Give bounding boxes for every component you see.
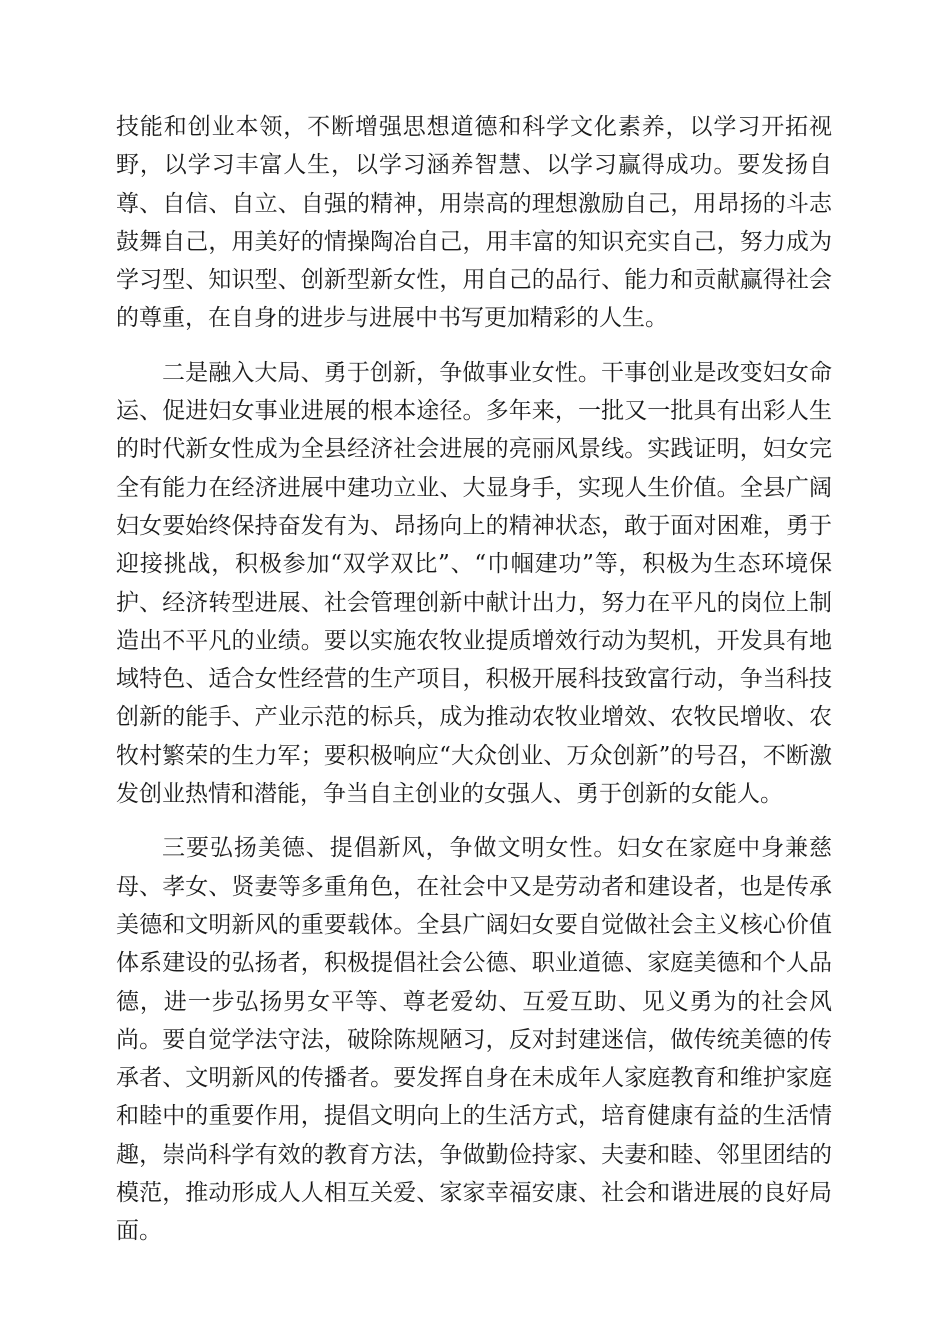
paragraph-civilized-women: 三要弘扬美德、提倡新风，争做文明女性。妇女在家庭中身兼慈母、孝女、贤妻等多重角色，在社会中又是劳动者和建设者，也是传承美德和文明新风的重要载体。全县广阔妇女要自觉做社会主义核心价值体系建设的弘扬者，积极提倡社会公德、职业道德、家庭美德和个人品德，进一步弘扬男女平等、尊老爱幼、互爱互助、见义勇为的社会风尚。要自觉学法守法，破除陈规陋习，反对封建迷信，做传统美德的传承者、文明新风的传播者。要发挥自身在未成年人家庭教育和维护家庭和睦中的重要作用，提倡文明向上的生活方式，培育健康有益的生活情趣，崇尚科学有效的教育方法，争做勤俭持家、夫妻和睦、邻里团结的模范，推动形成人人相互关爱、家家幸福安康、社会和谐进展的良好局面。 bbox=[116, 835, 832, 1245]
paragraph-continuation: 技能和创业本领，不断增强思想道德和科学文化素养，以学习开拓视野，以学习丰富人生，以学习涵养智慧、以学习赢得成功。要发扬自尊、自信、自立、自强的精神，用崇高的理想激励自己，用昂扬的斗志鼓舞自己，用美好的情操陶冶自己，用丰富的知识充实自己，努力成为学习型、知识型、创新型新女性，用自己的品行、能力和贡献赢得社会的尊重，在自身的进步与进展中书写更加精彩的人生。 bbox=[116, 114, 832, 332]
paragraph-career-women: 二是融入大局、勇于创新，争做事业女性。干事创业是改变妇女命运、促进妇女事业进展的根本途径。多年来，一批又一批具有出彩人生的时代新女性成为全县经济社会进展的亮丽风景线。实践证明，妇女完全有能力在经济进展中建功立业、大显身手，实现人生价值。全县广阔妇女要始终保持奋发有为、昂扬向上的精神状态，敢于面对困难，勇于迎接挑战，积极参加“双学双比”、“巾帼建功”等，积极为生态环境保护、经济转型进展、社会管理创新中献计出力，努力在平凡的岗位上制造出不平凡的业绩。要以实施农牧业提质增效行动为契机，开发具有地域特色、适合女性经营的生产项目，积极开展科技致富行动，争当科技创新的能手、产业示范的标兵，成为推动农牧业增效、农牧民增收、农牧村繁荣的生力军；要积极响应“大众创业、万众创新”的号召，不断激发创业热情和潜能，争当自主创业的女强人、勇于创新的女能人。 bbox=[116, 359, 832, 808]
document-body bbox=[116, 108, 832, 1251]
